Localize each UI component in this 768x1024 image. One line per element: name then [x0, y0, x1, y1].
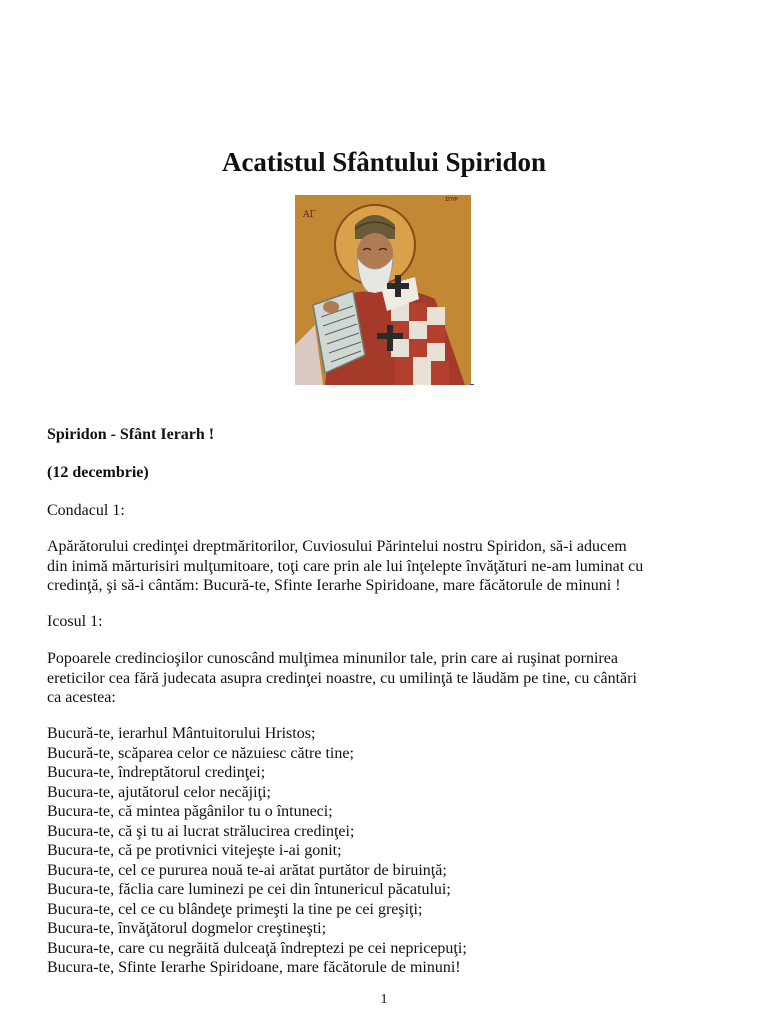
condac-label: Condacul 1: [47, 502, 125, 519]
condac-line: credinţă, şi să-i cântăm: Bucură-te, Sfinte Ierarhe Spiridoane, mare făcătorule de minuni ! [47, 577, 621, 594]
praise-line: Bucură-te, ierarhul Mântuitorului Hristos; [47, 725, 316, 742]
heading-date: (12 decembrie) [47, 464, 149, 481]
praise-line: Bucura-te, care cu negrăită dulceaţă îndreptezi pe cei nepricepuţi; [47, 939, 467, 957]
praise-line: Bucura-te, că mintea păgânilor tu o întuneci; [47, 803, 333, 820]
icos-line: ereticilor cea fără judecata asupra credinţei noastre, cu umilinţă te lăudăm pe tine, cu cântări [47, 669, 637, 687]
praise-line: Bucura-te, ajutătorul celor necăjiţi; [47, 783, 271, 801]
praise-line: Bucură-te, scăparea celor ce năzuiesc către tine; [47, 744, 354, 762]
praise-line: Bucura-te, Sfinte Ierarhe Spiridoane, mare făcătorule de minuni! [47, 959, 461, 976]
document-title: Acatistul Sfântului Spiridon [221, 147, 547, 177]
svg-text:ΑΓ: ΑΓ [303, 210, 316, 220]
praise-line: Bucura-te, că şi tu ai lucrat strălucirea credinţei; [47, 822, 355, 840]
praise-line: Bucura-te, învăţătorul dogmelor creştineşti; [47, 920, 327, 937]
icos-label: Icosul 1: [47, 613, 103, 630]
saint-spiridon-icon[interactable] [295, 195, 471, 385]
icos-text [47, 649, 737, 708]
condac-line: din inimă mărturisiri mulţumitoare, toţi care prin ale lui înţelepte învăţături ne-am luminat cu [47, 557, 644, 575]
image-link-underline [470, 384, 474, 385]
praises-list [47, 724, 737, 978]
icos-line: Popoarele credincioşilor cunoscând mulţimea minunilor tale, prin care ai ruşinat pornirea [47, 650, 618, 667]
icos-line: ca acestea: [47, 689, 116, 706]
praise-line: Bucura-te, că pe protivnici vitejeşte i-ai gonit; [47, 842, 342, 859]
svg-text:ΣΠΥΡ: ΣΠΥΡ [445, 197, 458, 203]
condac-text [47, 537, 737, 596]
praise-line: Bucura-te, cel ce cu blândeţe primeşti la tine pe cei greşiţi; [47, 900, 423, 918]
praise-line: Bucura-te, cel ce pururea nouă te-ai arătat purtător de biruinţă; [47, 861, 447, 879]
condac-line: Apărătorului credinţei dreptmăritorilor, Cuviosului Părintelui nostru Spiridon, să-i aducem [47, 538, 627, 555]
praise-line: Bucura-te, îndreptătorul credinţei; [47, 764, 266, 781]
praise-line: Bucura-te, făclia care luminezi pe cei din întunericul păcatului; [47, 881, 451, 898]
heading-saint: Spiridon - Sfânt Ierarh ! [47, 426, 215, 443]
page-number: 1 [380, 992, 388, 1007]
